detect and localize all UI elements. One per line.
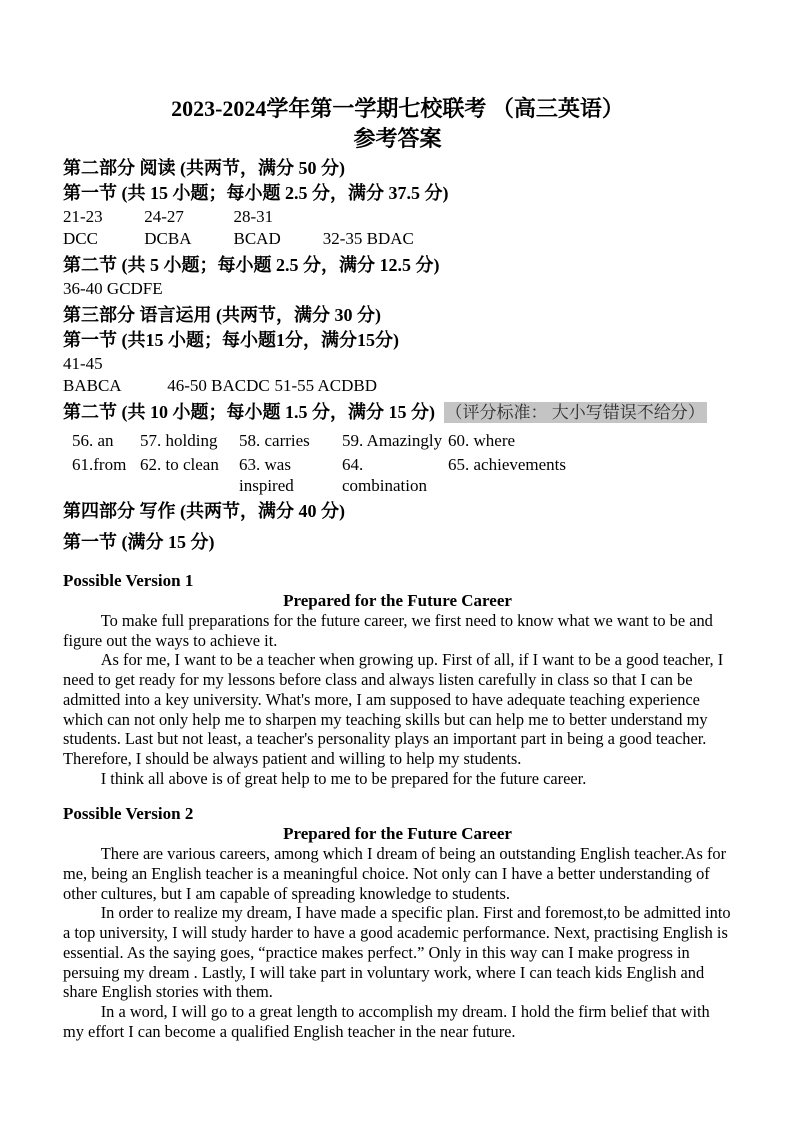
answer-item: 36-40 GCDFE: [63, 279, 163, 298]
answer-item: 21-23 DCC: [63, 207, 103, 248]
part3-section2-heading: [63, 400, 732, 425]
answer-item: 59. Amazingly: [342, 431, 443, 450]
answer-item: 28-31 BCAD: [233, 207, 281, 248]
essay-label: Possible Version 2: [63, 804, 194, 824]
essay-title: Prepared for the Future Career: [283, 824, 512, 844]
part2-section2-answers: [63, 278, 732, 300]
answer-item: 60. where: [448, 431, 516, 450]
part4-heading: 第四部分 写作 (共两节，满分 40 分): [63, 501, 345, 521]
essay-paragraph: In a word, I will go to a great length to accomplish my dream. I hold the firm belief that with my effort I can become a qualified English teacher in the near future.: [63, 1001, 710, 1041]
answer-item: 62. to clean: [140, 455, 219, 474]
essay-label: Possible Version 1: [63, 571, 194, 590]
answer-item: 57. holding: [140, 431, 218, 450]
part3-heading: 第三部分 语言运用 (共两节，满分 30 分): [63, 305, 381, 325]
part2-heading: 第二部分 阅读 (共两节，满分 50 分): [63, 158, 345, 178]
answer-item: 63. was inspired: [239, 455, 294, 495]
essay-paragraph: There are various careers, among which I dream of being an outstanding English teacher.As for me, being an English teacher is a meaningful choice. Not only can I have a better understanding of other cultures, but I am capable of spreading knowledge to students.: [63, 844, 727, 903]
part2-section1-heading: 第一节 (共 15 小题；每小题 2.5 分，满分 37.5 分): [63, 183, 449, 203]
essay-paragraph: In order to realize my dream, I have made a specific plan. First and foremost,to be admitted into a top university, I will study harder to have a good academic performance. Next, practising English is essential. As the saying goes, “practice makes perfect.” Only in this way can I make progress in persuing my dream . Lastly, I will take part in voluntary work, where I can teach kids English and share English stories with them.: [63, 903, 731, 1002]
answer-item: 65. achievements: [448, 455, 567, 474]
part3-section1-answers: [63, 353, 732, 397]
part2-section1-answers: [63, 206, 732, 250]
answer-item: 64. combination: [342, 455, 427, 495]
part3-section1-heading: 第一节 (共15 小题；每小题1分，满分15分): [63, 330, 399, 350]
answer-item: 61.from: [72, 455, 127, 474]
part3-section2-heading-text: 第二节 (共 10 小题；每小题 1.5 分，满分 15 分): [63, 402, 435, 422]
part3-section2-answers-row1: [63, 430, 732, 451]
essay-version-1: [63, 571, 732, 788]
essay-paragraph: To make full preparations for the future career, we first need to know what we want to be and figure out the ways to achieve it.: [63, 611, 713, 650]
answer-item: 41-45 BABCA: [63, 354, 122, 395]
answer-item: 32-35 BDAC: [322, 229, 414, 248]
answer-key-title: 参考答案: [353, 126, 442, 151]
answer-item: 58. carries: [239, 431, 310, 450]
essay-paragraph: As for me, I want to be a teacher when growing up. First of all, if I want to be a good teacher, I need to get ready for my lessons before class and always listen carefully in class so that I can be admitted into a key university. What's more, I am supposed to have adequate teaching experience which can not only help me to sharpen my teaching skills but can help me to better understand my students. Last but not least, a teacher's personality plays an important part in being a good teacher. Therefore, I should be always patient and willing to help my students.: [63, 650, 724, 768]
part3-section2-answers-row2: [63, 454, 732, 496]
exam-title: 2023-2024学年第一学期七校联考 （高三英语）: [171, 96, 624, 121]
part2-section2-heading: 第二节 (共 5 小题；每小题 2.5 分，满分 12.5 分): [63, 255, 440, 275]
grading-note: （评分标准： 大小写错误不给分）: [445, 403, 705, 422]
essay-version-2: [63, 804, 732, 1041]
answer-item: 46-50 BACDC: [167, 376, 270, 395]
answer-item: 56. an: [72, 431, 114, 450]
answer-item: 24-27 DCBA: [144, 207, 192, 248]
essay-paragraph: I think all above is of great help to me to be prepared for the future career.: [100, 768, 587, 788]
answer-item: 51-55 ACDBD: [274, 376, 377, 395]
essay-title: Prepared for the Future Career: [283, 591, 512, 610]
part4-section1-heading: 第一节 (满分 15 分): [63, 532, 215, 552]
